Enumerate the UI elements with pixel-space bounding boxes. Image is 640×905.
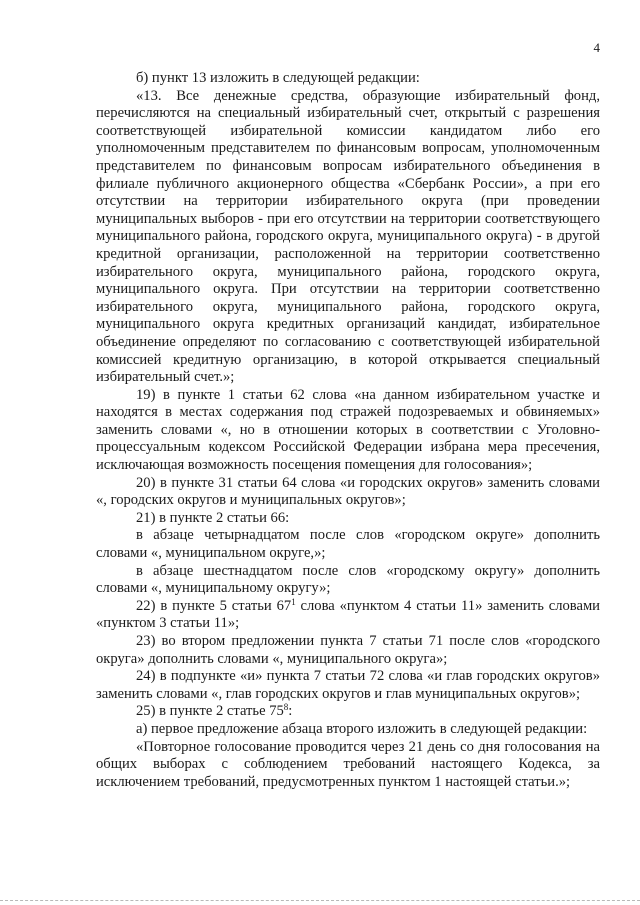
paragraph-item-21: 21) в пункте 2 статьи 66: [136, 509, 290, 526]
paragraph-item-22 [96, 598, 600, 633]
superscript: 8 [283, 702, 289, 713]
paragraph-item-b: б) пункт 13 изложить в следующей редакции: [136, 70, 420, 86]
paragraph-item-25 [96, 703, 600, 721]
superscript: 1 [291, 596, 296, 607]
paragraph-quote: «Повторное голосование проводится через 21 день со дня голосования на общих выборах с соблюдением требований настоящего Кодекса, за исключением требований, предусмотренных пунктом 1 настоящей статьи.»; [96, 738, 600, 790]
text-run: 25) в пункте 2 статье 75 [136, 703, 284, 720]
text-run: : [288, 703, 293, 720]
paragraph-item-20: 20) в пункте 31 статьи 64 слова «и городских округов» заменить словами «, городских округов и муниципальных округов»; [96, 474, 600, 509]
paragraph-item-19: 19) в пункте 1 статьи 62 слова «на данном избирательном участке и находятся в местах содержания под стражей подозреваемых и обвиняемых» заменить словами «, но в отношении которых в соответствии с Уголовно-процессуальным кодексом Российской Федерации избрана мера пресечения, исключающая возможность посещения помещения для голосования»; [96, 386, 600, 474]
page-number: 4 [593, 40, 600, 55]
paragraph-item-23: 23) во втором предложении пункта 7 статьи 71 после слов «городского округа» дополнить словами «, муниципального округа»; [96, 633, 600, 667]
text-run: слова «пунктом 4 статьи 11» заменить словами «пунктом 3 статьи 11»; [96, 597, 600, 632]
paragraph-item-21-a14: в абзаце четырнадцатом после слов «городском округе» дополнить словами «, муниципальном округе,»; [96, 527, 600, 562]
paragraph-point-13: «13. Все денежные средства, образующие избирательный фонд, перечисляются на специальный избирательный счет, открытый с разрешения соответствующей избирательной комиссии кандидатом либо его уполномоченным представителем по финансовым вопросам, уполномоченным представителем по финансовым вопросам избирательного объединения в филиале публичного акционерного общества «Сбербанк России», а при его отсутствии на территории избирательного округа (при проведении муниципальных выборов - при его отсутствии на территории соответствующего муниципального района, городского округа, муниципального округа) - в другой кредитной организации, расположенной на территории соответственно избирательного округа, муниципального района, городского округа, муниципального округа. При отсутствии на территории соответственно избирательного округа, муниципального района, городского округа, муниципального округа кредитных организаций кандидат, избирательное объединение определяют по согласованию с соответствующей избирательной комиссией кредитную организацию, в которой открывается специальный избирательный счет.»; [96, 87, 600, 386]
text-run: 22) в пункте 5 статьи 67 [136, 597, 292, 614]
scan-edge-divider [0, 900, 640, 905]
paragraph-item-24: 24) в подпункте «и» пункта 7 статьи 72 слова «и глав городских округов» заменить словами «, глав городских округов и глав муниципальных округов»; [96, 668, 600, 702]
paragraph-item-25-a: а) первое предложение абзаца второго изложить в следующей редакции: [136, 720, 588, 737]
document-body [96, 70, 600, 791]
paragraph-item-21-a16: в абзаце шестнадцатом после слов «городскому округу» дополнить словами «, муниципальному округу»; [96, 562, 600, 597]
